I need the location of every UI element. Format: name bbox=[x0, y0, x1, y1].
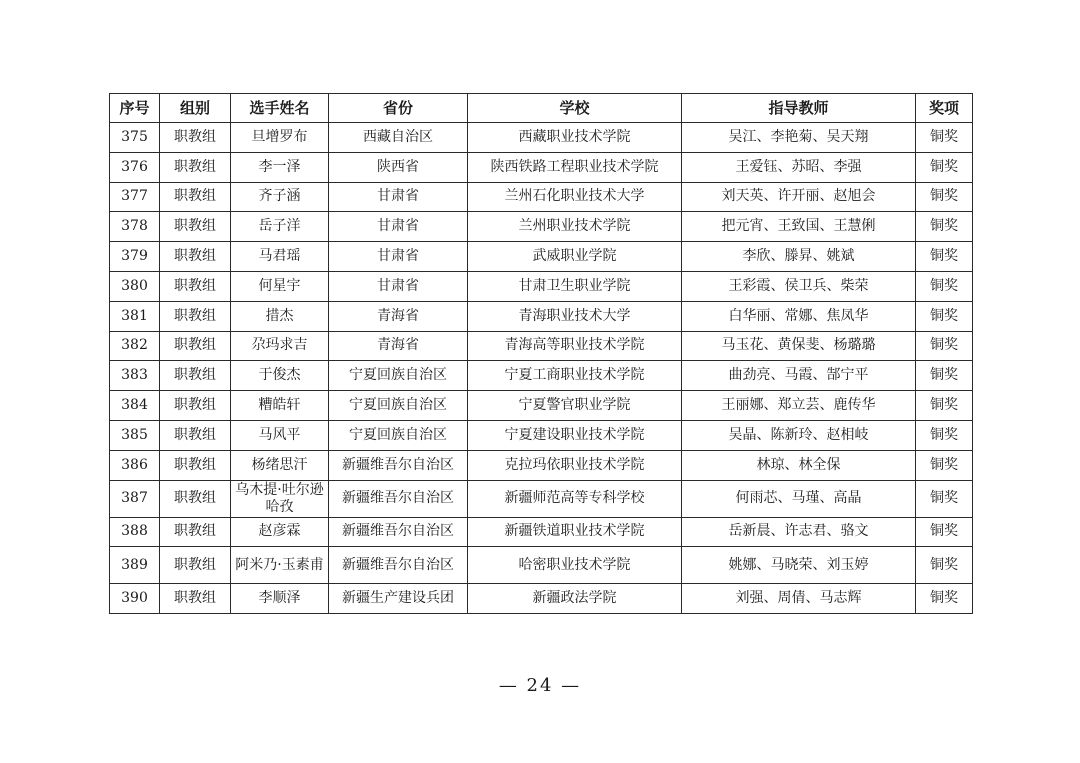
header-award: 奖项 bbox=[916, 94, 973, 123]
province-cell: 西藏自治区 bbox=[329, 123, 468, 153]
serial-cell: 385 bbox=[110, 420, 160, 450]
table-row bbox=[110, 391, 973, 421]
advisors-cell: 曲劲亮、马霞、郜宁平 bbox=[682, 361, 916, 391]
contestant-cell: 阿米乃·玉素甫 bbox=[231, 547, 329, 584]
province-cell: 青海省 bbox=[329, 301, 468, 331]
table-row bbox=[110, 584, 973, 614]
award-cell: 铜奖 bbox=[916, 450, 973, 480]
advisors-cell: 把元宵、王致国、王慧俐 bbox=[682, 212, 916, 242]
header-contestant: 选手姓名 bbox=[231, 94, 329, 123]
school-cell: 兰州石化职业技术大学 bbox=[468, 182, 682, 212]
province-cell: 宁夏回族自治区 bbox=[329, 420, 468, 450]
serial-cell: 375 bbox=[110, 123, 160, 153]
contestant-cell: 齐子涵 bbox=[231, 182, 329, 212]
province-cell: 甘肃省 bbox=[329, 271, 468, 301]
advisors-cell: 吴晶、陈新玲、赵相岐 bbox=[682, 420, 916, 450]
award-cell: 铜奖 bbox=[916, 361, 973, 391]
award-cell: 铜奖 bbox=[916, 517, 973, 547]
table-row bbox=[110, 480, 973, 517]
serial-cell: 383 bbox=[110, 361, 160, 391]
group-cell: 职教组 bbox=[160, 242, 231, 272]
page-number: — 24 — bbox=[498, 675, 582, 696]
advisors-cell: 李欣、滕昇、姚斌 bbox=[682, 242, 916, 272]
award-cell: 铜奖 bbox=[916, 301, 973, 331]
province-cell: 青海省 bbox=[329, 331, 468, 361]
contestant-cell: 马风平 bbox=[231, 420, 329, 450]
group-cell: 职教组 bbox=[160, 450, 231, 480]
serial-cell: 386 bbox=[110, 450, 160, 480]
serial-cell: 387 bbox=[110, 480, 160, 517]
serial-cell: 376 bbox=[110, 152, 160, 182]
contestant-cell: 赵彦霖 bbox=[231, 517, 329, 547]
school-cell: 甘肃卫生职业学院 bbox=[468, 271, 682, 301]
table-row bbox=[110, 301, 973, 331]
province-cell: 宁夏回族自治区 bbox=[329, 361, 468, 391]
group-cell: 职教组 bbox=[160, 271, 231, 301]
school-cell: 青海高等职业技术学院 bbox=[468, 331, 682, 361]
contestant-cell: 尕玛求吉 bbox=[231, 331, 329, 361]
group-cell: 职教组 bbox=[160, 301, 231, 331]
table-row bbox=[110, 271, 973, 301]
group-cell: 职教组 bbox=[160, 420, 231, 450]
province-cell: 甘肃省 bbox=[329, 182, 468, 212]
advisors-cell: 王彩霞、侯卫兵、柴荣 bbox=[682, 271, 916, 301]
serial-cell: 382 bbox=[110, 331, 160, 361]
table-row bbox=[110, 182, 973, 212]
table-row bbox=[110, 212, 973, 242]
school-cell: 宁夏工商职业技术学院 bbox=[468, 361, 682, 391]
award-cell: 铜奖 bbox=[916, 212, 973, 242]
advisors-cell: 姚娜、马晓荣、刘玉婷 bbox=[682, 547, 916, 584]
table-row bbox=[110, 450, 973, 480]
serial-cell: 377 bbox=[110, 182, 160, 212]
header-advisors: 指导教师 bbox=[682, 94, 916, 123]
contestant-cell: 乌木提·吐尔逊哈孜 bbox=[231, 480, 329, 517]
award-cell: 铜奖 bbox=[916, 420, 973, 450]
group-cell: 职教组 bbox=[160, 212, 231, 242]
contestant-cell: 何星宇 bbox=[231, 271, 329, 301]
serial-cell: 390 bbox=[110, 584, 160, 614]
table-row bbox=[110, 361, 973, 391]
school-cell: 新疆铁道职业技术学院 bbox=[468, 517, 682, 547]
header-group: 组别 bbox=[160, 94, 231, 123]
table-row bbox=[110, 547, 973, 584]
advisors-cell: 马玉花、黄保斐、杨璐璐 bbox=[682, 331, 916, 361]
contestant-cell: 李顺泽 bbox=[231, 584, 329, 614]
award-cell: 铜奖 bbox=[916, 480, 973, 517]
school-cell: 宁夏警官职业学院 bbox=[468, 391, 682, 421]
group-cell: 职教组 bbox=[160, 547, 231, 584]
province-cell: 新疆维吾尔自治区 bbox=[329, 547, 468, 584]
award-cell: 铜奖 bbox=[916, 152, 973, 182]
advisors-cell: 林琼、林全保 bbox=[682, 450, 916, 480]
province-cell: 新疆维吾尔自治区 bbox=[329, 480, 468, 517]
group-cell: 职教组 bbox=[160, 361, 231, 391]
table-row bbox=[110, 123, 973, 153]
advisors-cell: 王丽娜、郑立芸、鹿传华 bbox=[682, 391, 916, 421]
award-cell: 铜奖 bbox=[916, 182, 973, 212]
table-row bbox=[110, 517, 973, 547]
award-cell: 铜奖 bbox=[916, 331, 973, 361]
contestant-cell: 旦增罗布 bbox=[231, 123, 329, 153]
contestant-cell: 马君瑶 bbox=[231, 242, 329, 272]
province-cell: 陕西省 bbox=[329, 152, 468, 182]
award-cell: 铜奖 bbox=[916, 242, 973, 272]
school-cell: 新疆师范高等专科学校 bbox=[468, 480, 682, 517]
contestant-cell: 糟皓轩 bbox=[231, 391, 329, 421]
advisors-cell: 王爱钰、苏昭、李强 bbox=[682, 152, 916, 182]
advisors-cell: 刘强、周倩、马志辉 bbox=[682, 584, 916, 614]
table-row bbox=[110, 242, 973, 272]
province-cell: 新疆生产建设兵团 bbox=[329, 584, 468, 614]
contestant-cell: 于俊杰 bbox=[231, 361, 329, 391]
serial-cell: 381 bbox=[110, 301, 160, 331]
serial-cell: 378 bbox=[110, 212, 160, 242]
contestant-cell: 岳子洋 bbox=[231, 212, 329, 242]
contestant-cell: 措杰 bbox=[231, 301, 329, 331]
group-cell: 职教组 bbox=[160, 331, 231, 361]
contestant-cell: 杨绪思汗 bbox=[231, 450, 329, 480]
award-cell: 铜奖 bbox=[916, 391, 973, 421]
award-cell: 铜奖 bbox=[916, 123, 973, 153]
header-province: 省份 bbox=[329, 94, 468, 123]
school-cell: 新疆政法学院 bbox=[468, 584, 682, 614]
group-cell: 职教组 bbox=[160, 123, 231, 153]
advisors-cell: 何雨芯、马瑾、高晶 bbox=[682, 480, 916, 517]
school-cell: 西藏职业技术学院 bbox=[468, 123, 682, 153]
school-cell: 哈密职业技术学院 bbox=[468, 547, 682, 584]
table-body bbox=[110, 123, 973, 614]
award-cell: 铜奖 bbox=[916, 584, 973, 614]
group-cell: 职教组 bbox=[160, 182, 231, 212]
table-row bbox=[110, 331, 973, 361]
province-cell: 甘肃省 bbox=[329, 212, 468, 242]
serial-cell: 384 bbox=[110, 391, 160, 421]
group-cell: 职教组 bbox=[160, 152, 231, 182]
table-header-row bbox=[110, 94, 973, 123]
school-cell: 武威职业学院 bbox=[468, 242, 682, 272]
advisors-cell: 吴江、李艳菊、吴天翔 bbox=[682, 123, 916, 153]
serial-cell: 389 bbox=[110, 547, 160, 584]
table-row bbox=[110, 152, 973, 182]
serial-cell: 380 bbox=[110, 271, 160, 301]
advisors-cell: 刘天英、许开丽、赵旭会 bbox=[682, 182, 916, 212]
province-cell: 宁夏回族自治区 bbox=[329, 391, 468, 421]
province-cell: 甘肃省 bbox=[329, 242, 468, 272]
province-cell: 新疆维吾尔自治区 bbox=[329, 517, 468, 547]
table-row bbox=[110, 420, 973, 450]
serial-cell: 388 bbox=[110, 517, 160, 547]
serial-cell: 379 bbox=[110, 242, 160, 272]
school-cell: 宁夏建设职业技术学院 bbox=[468, 420, 682, 450]
group-cell: 职教组 bbox=[160, 480, 231, 517]
group-cell: 职教组 bbox=[160, 517, 231, 547]
advisors-cell: 白华丽、常娜、焦凤华 bbox=[682, 301, 916, 331]
advisors-cell: 岳新晨、许志君、骆文 bbox=[682, 517, 916, 547]
school-cell: 陕西铁路工程职业技术学院 bbox=[468, 152, 682, 182]
contestant-cell: 李一泽 bbox=[231, 152, 329, 182]
group-cell: 职教组 bbox=[160, 391, 231, 421]
awards-table bbox=[109, 93, 973, 614]
group-cell: 职教组 bbox=[160, 584, 231, 614]
award-cell: 铜奖 bbox=[916, 271, 973, 301]
school-cell: 克拉玛依职业技术学院 bbox=[468, 450, 682, 480]
school-cell: 青海职业技术大学 bbox=[468, 301, 682, 331]
header-school: 学校 bbox=[468, 94, 682, 123]
school-cell: 兰州职业技术学院 bbox=[468, 212, 682, 242]
province-cell: 新疆维吾尔自治区 bbox=[329, 450, 468, 480]
award-cell: 铜奖 bbox=[916, 547, 973, 584]
header-serial: 序号 bbox=[110, 94, 160, 123]
